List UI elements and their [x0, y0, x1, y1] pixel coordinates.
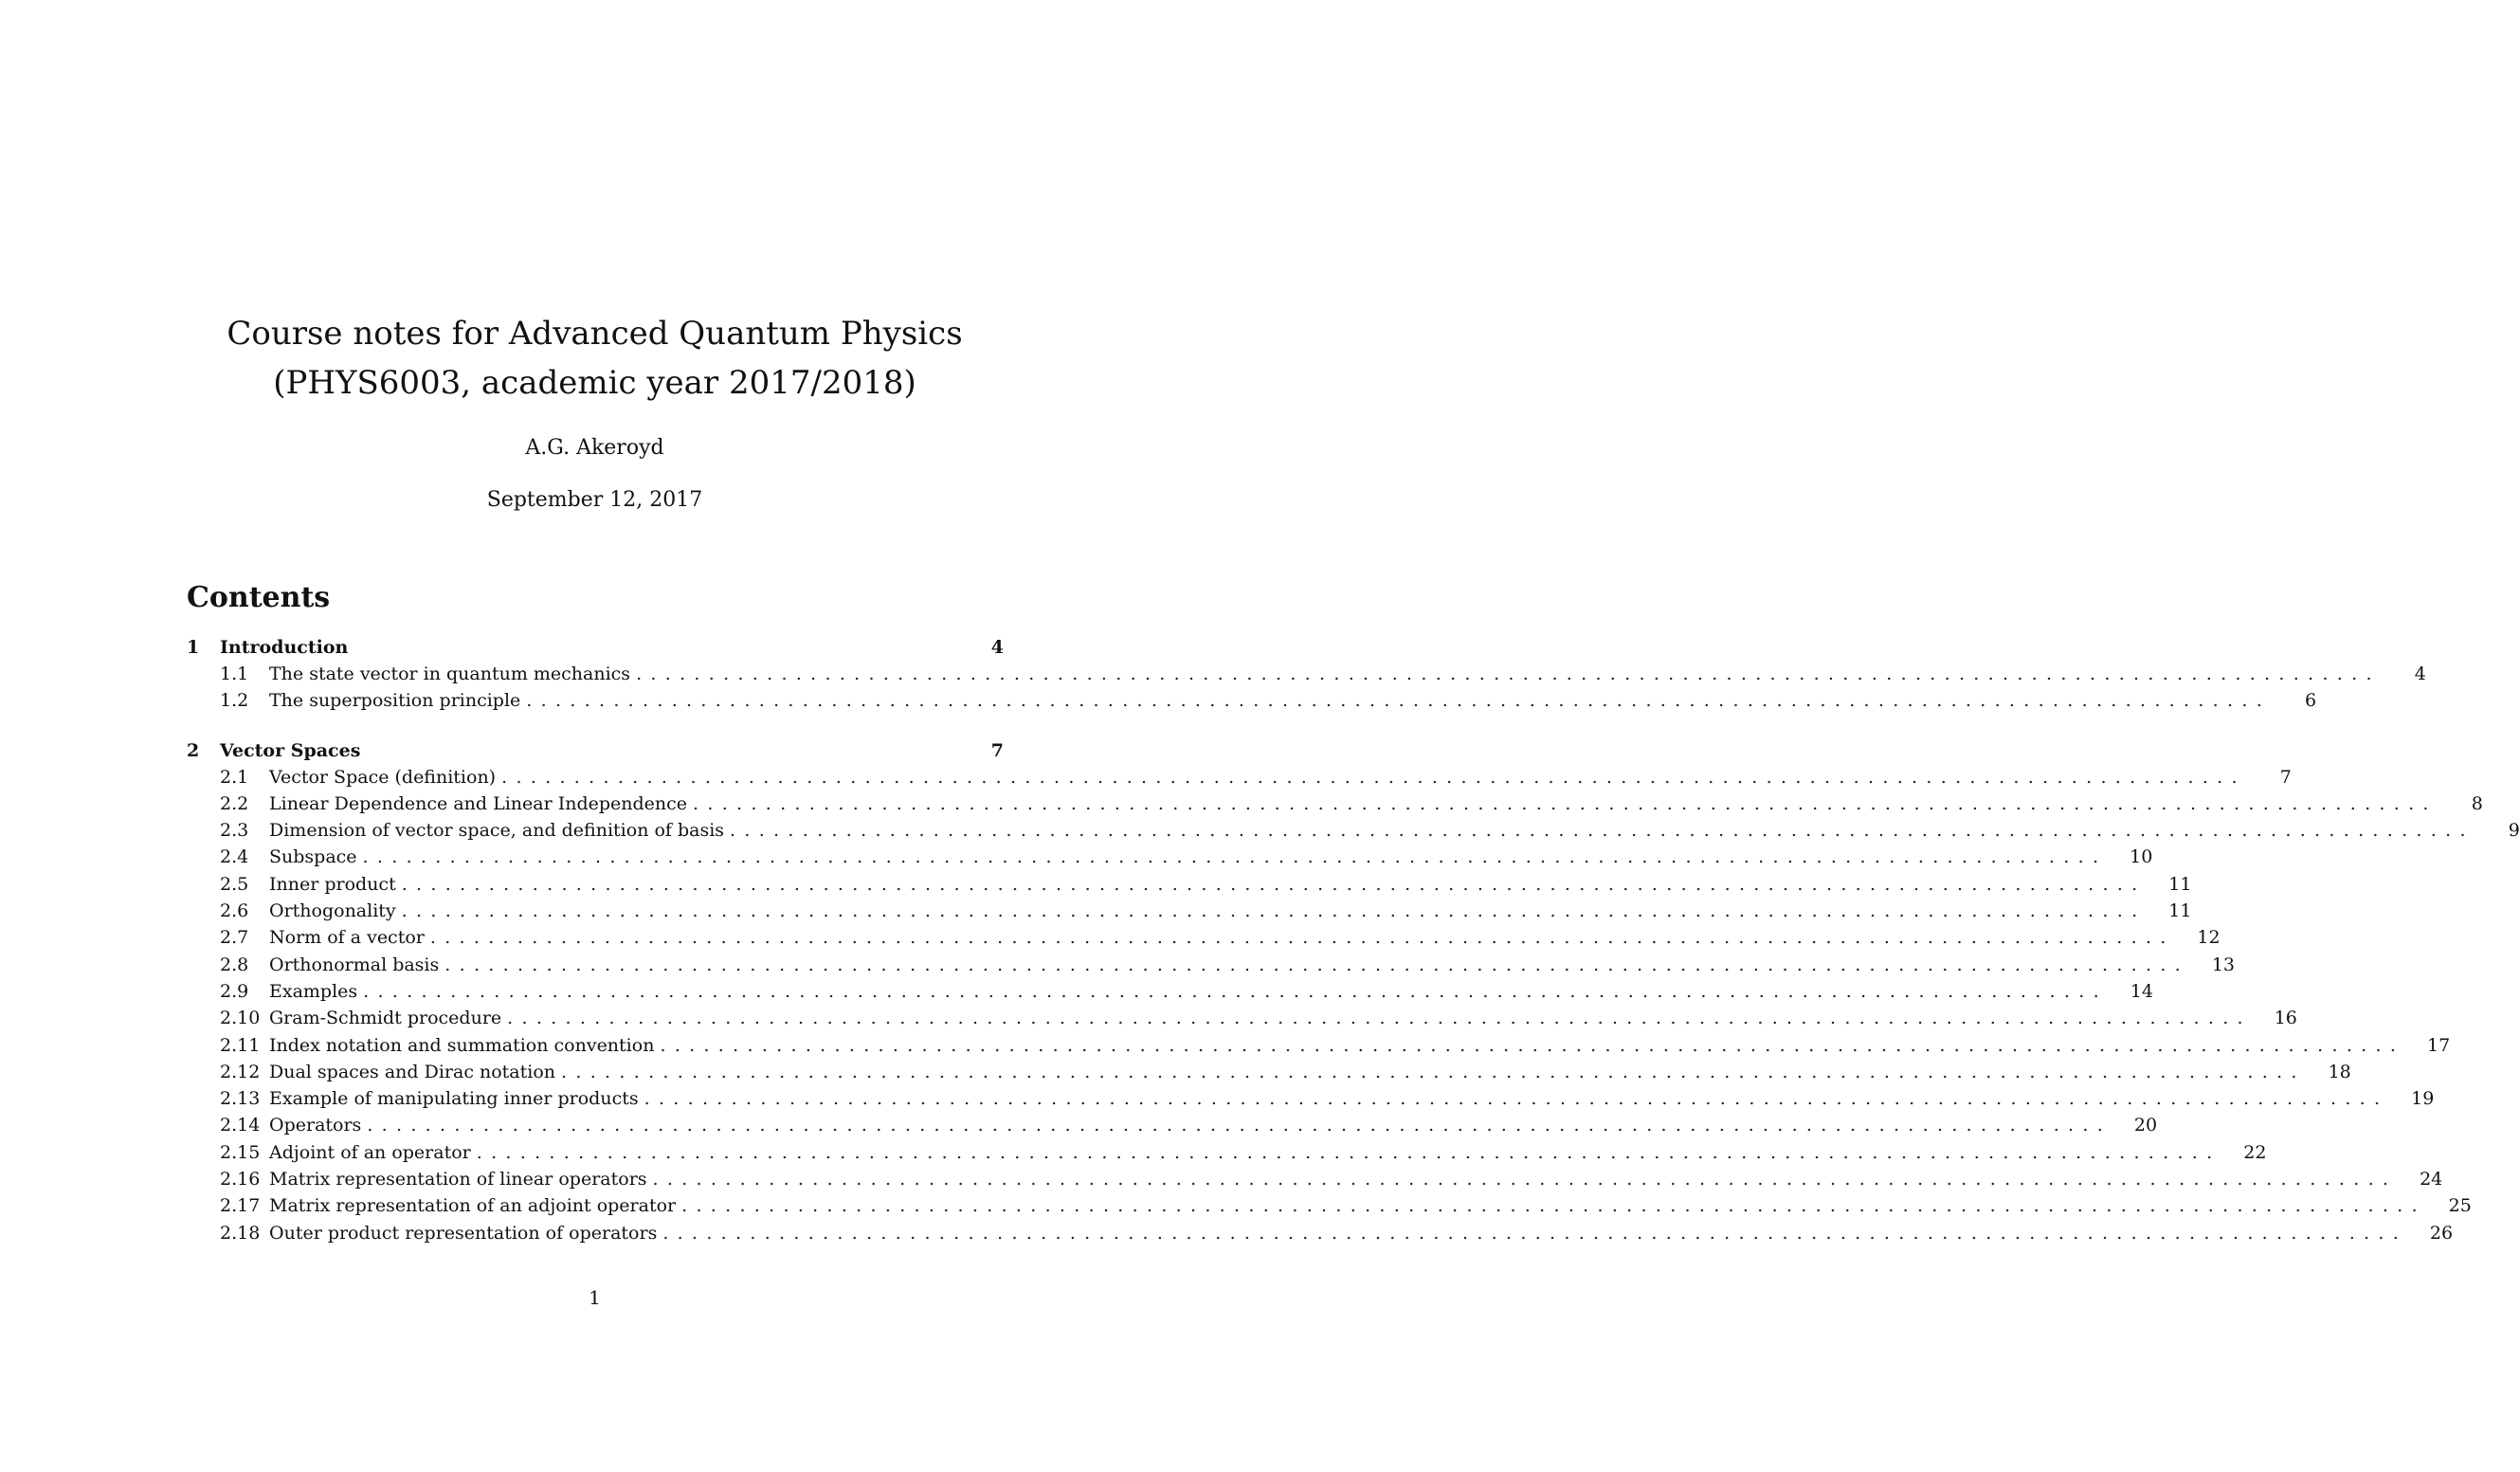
section-title: Matrix representation of an adjoint operator — [269, 1195, 677, 1217]
dot-leader: ........................................................................................................................ — [660, 1034, 2405, 1056]
section-page: 18 — [2328, 1061, 2351, 1082]
dot-leader: ........................................................................................................................ — [693, 792, 2438, 814]
toc-section[interactable] — [187, 1088, 2435, 1115]
toc-section[interactable] — [187, 1034, 2451, 1062]
section-title: Example of manipulating inner products — [269, 1088, 639, 1110]
section-number: 2.3 — [220, 820, 249, 842]
section-page: 7 — [2279, 766, 2292, 788]
title-line-2: (PHYS6003, academic year 2017/2018) — [273, 364, 916, 402]
section-title: Examples — [269, 980, 358, 1002]
dot-leader: ........................................................................................................................ — [501, 766, 2246, 788]
contents-heading: Contents — [187, 581, 331, 614]
chapter-page: 4 — [990, 637, 1004, 658]
section-page: 17 — [2427, 1034, 2451, 1056]
section-title: Orthonormal basis — [269, 954, 440, 975]
dot-leader: ........................................................................................................................ — [636, 663, 2381, 684]
page-number: 1 — [589, 1286, 601, 1309]
section-page: 4 — [2414, 663, 2426, 684]
section-number: 2.13 — [220, 1088, 261, 1110]
dot-leader: ........................................................................................................................ — [526, 690, 2272, 712]
section-number: 2.9 — [220, 980, 249, 1002]
section-title: Inner product — [269, 873, 396, 895]
section-number: 2.16 — [220, 1169, 261, 1190]
chapter-page: 7 — [990, 739, 1004, 761]
chapter-spacer — [187, 718, 1004, 740]
toc-section[interactable] — [187, 792, 2483, 820]
dot-leader: ........................................................................................................................ — [444, 954, 2190, 975]
toc-section[interactable] — [187, 1115, 2158, 1141]
section-number: 2.14 — [220, 1115, 261, 1136]
section-page: 25 — [2448, 1195, 2472, 1217]
chapter-title: Vector Spaces — [220, 739, 361, 761]
author: A.G. Akeroyd — [525, 436, 664, 460]
section-page: 12 — [2197, 927, 2221, 949]
chapter-number: 1 — [187, 637, 200, 658]
section-number: 1.2 — [220, 690, 249, 712]
section-page: 24 — [2420, 1169, 2443, 1190]
section-title: Dimension of vector space, and definition of basis — [269, 820, 725, 842]
section-number: 2.1 — [220, 766, 249, 788]
section-title: Matrix representation of linear operators — [269, 1169, 647, 1190]
section-page: 14 — [2130, 980, 2153, 1002]
section-title: Vector Space (definition) — [269, 766, 497, 788]
toc-section[interactable] — [187, 927, 2221, 954]
section-number: 1.1 — [220, 663, 249, 684]
section-title: Outer product representation of operators — [269, 1222, 658, 1244]
section-title: Subspace — [269, 846, 357, 868]
toc-section[interactable] — [187, 900, 2192, 927]
toc-section[interactable] — [187, 954, 2236, 981]
section-title: The state vector in quantum mechanics — [269, 663, 631, 684]
toc-section[interactable] — [187, 873, 2192, 900]
dot-leader: ........................................................................................................................ — [652, 1169, 2398, 1190]
chapter-title: Introduction — [220, 637, 349, 658]
section-number: 2.18 — [220, 1222, 261, 1244]
section-page: 22 — [2243, 1141, 2267, 1163]
section-title: Norm of a vector — [269, 927, 425, 949]
dot-leader: ........................................................................................................................ — [476, 1141, 2221, 1163]
chapter-number: 2 — [187, 739, 200, 761]
section-page: 6 — [2304, 690, 2317, 712]
section-title: Operators — [269, 1115, 362, 1136]
dot-leader: ........................................................................................................................ — [362, 846, 2108, 868]
section-number: 2.17 — [220, 1195, 261, 1217]
date: September 12, 2017 — [486, 488, 703, 512]
section-number: 2.11 — [220, 1034, 261, 1056]
toc-section[interactable] — [187, 1141, 2267, 1169]
section-number: 2.4 — [220, 846, 249, 868]
section-number: 2.2 — [220, 792, 249, 814]
section-number: 2.10 — [220, 1008, 261, 1029]
dot-leader: ........................................................................................................................ — [561, 1061, 2306, 1082]
section-title: Index notation and summation convention — [269, 1034, 655, 1056]
toc-section[interactable] — [187, 1222, 2454, 1249]
dot-leader: ........................................................................................................................ — [367, 1115, 2112, 1136]
toc-section[interactable] — [187, 1061, 2351, 1088]
section-number: 2.6 — [220, 900, 249, 922]
toc-section[interactable] — [187, 980, 2153, 1008]
toc-section[interactable] — [187, 663, 2426, 690]
toc-chapter[interactable] — [187, 637, 1004, 663]
toc-section[interactable] — [187, 1008, 2297, 1034]
section-title: Adjoint of an operator — [269, 1141, 471, 1163]
section-page: 10 — [2130, 846, 2153, 868]
section-page: 26 — [2429, 1222, 2454, 1244]
section-title: Linear Dependence and Linear Independence — [269, 792, 688, 814]
section-page: 11 — [2168, 900, 2192, 922]
section-title: Orthogonality — [269, 900, 396, 922]
dot-leader: ........................................................................................................................ — [401, 873, 2147, 895]
toc-section[interactable] — [187, 820, 2520, 846]
dot-leader: ........................................................................................................................ — [681, 1195, 2426, 1217]
toc-chapter[interactable] — [187, 740, 1004, 767]
section-title: Gram-Schmidt procedure — [269, 1008, 502, 1029]
dot-leader: ........................................................................................................................ — [401, 900, 2147, 922]
section-number: 2.15 — [220, 1141, 261, 1163]
table-of-contents — [187, 637, 2520, 1249]
toc-section[interactable] — [187, 1169, 2443, 1195]
toc-section[interactable] — [187, 766, 2292, 793]
section-number: 2.12 — [220, 1061, 261, 1082]
dot-leader: ........................................................................................................................ — [507, 1008, 2252, 1029]
toc-section[interactable] — [187, 690, 2317, 717]
dot-leader: ........................................................................................................................ — [363, 980, 2108, 1002]
section-page: 16 — [2274, 1008, 2297, 1029]
section-page: 13 — [2211, 954, 2236, 975]
section-page: 19 — [2411, 1088, 2435, 1110]
dot-leader: ........................................................................................................................ — [662, 1222, 2408, 1244]
dot-leader: ........................................................................................................................ — [429, 927, 2175, 949]
section-page: 20 — [2133, 1115, 2158, 1136]
title-line-1: Course notes for Advanced Quantum Physics — [227, 315, 963, 353]
document-title — [0, 309, 1189, 408]
section-page: 9 — [2508, 820, 2520, 842]
section-title: Dual spaces and Dirac notation — [269, 1061, 556, 1082]
toc-section[interactable] — [187, 846, 2153, 873]
section-page: 8 — [2471, 792, 2483, 814]
section-number: 2.5 — [220, 873, 249, 895]
section-number: 2.7 — [220, 927, 249, 949]
section-title: The superposition principle — [269, 690, 521, 712]
section-number: 2.8 — [220, 954, 249, 975]
toc-section[interactable] — [187, 1195, 2472, 1222]
dot-leader: ........................................................................................................................ — [644, 1088, 2389, 1110]
dot-leader: ........................................................................................................................ — [730, 820, 2475, 842]
section-page: 11 — [2168, 873, 2192, 895]
